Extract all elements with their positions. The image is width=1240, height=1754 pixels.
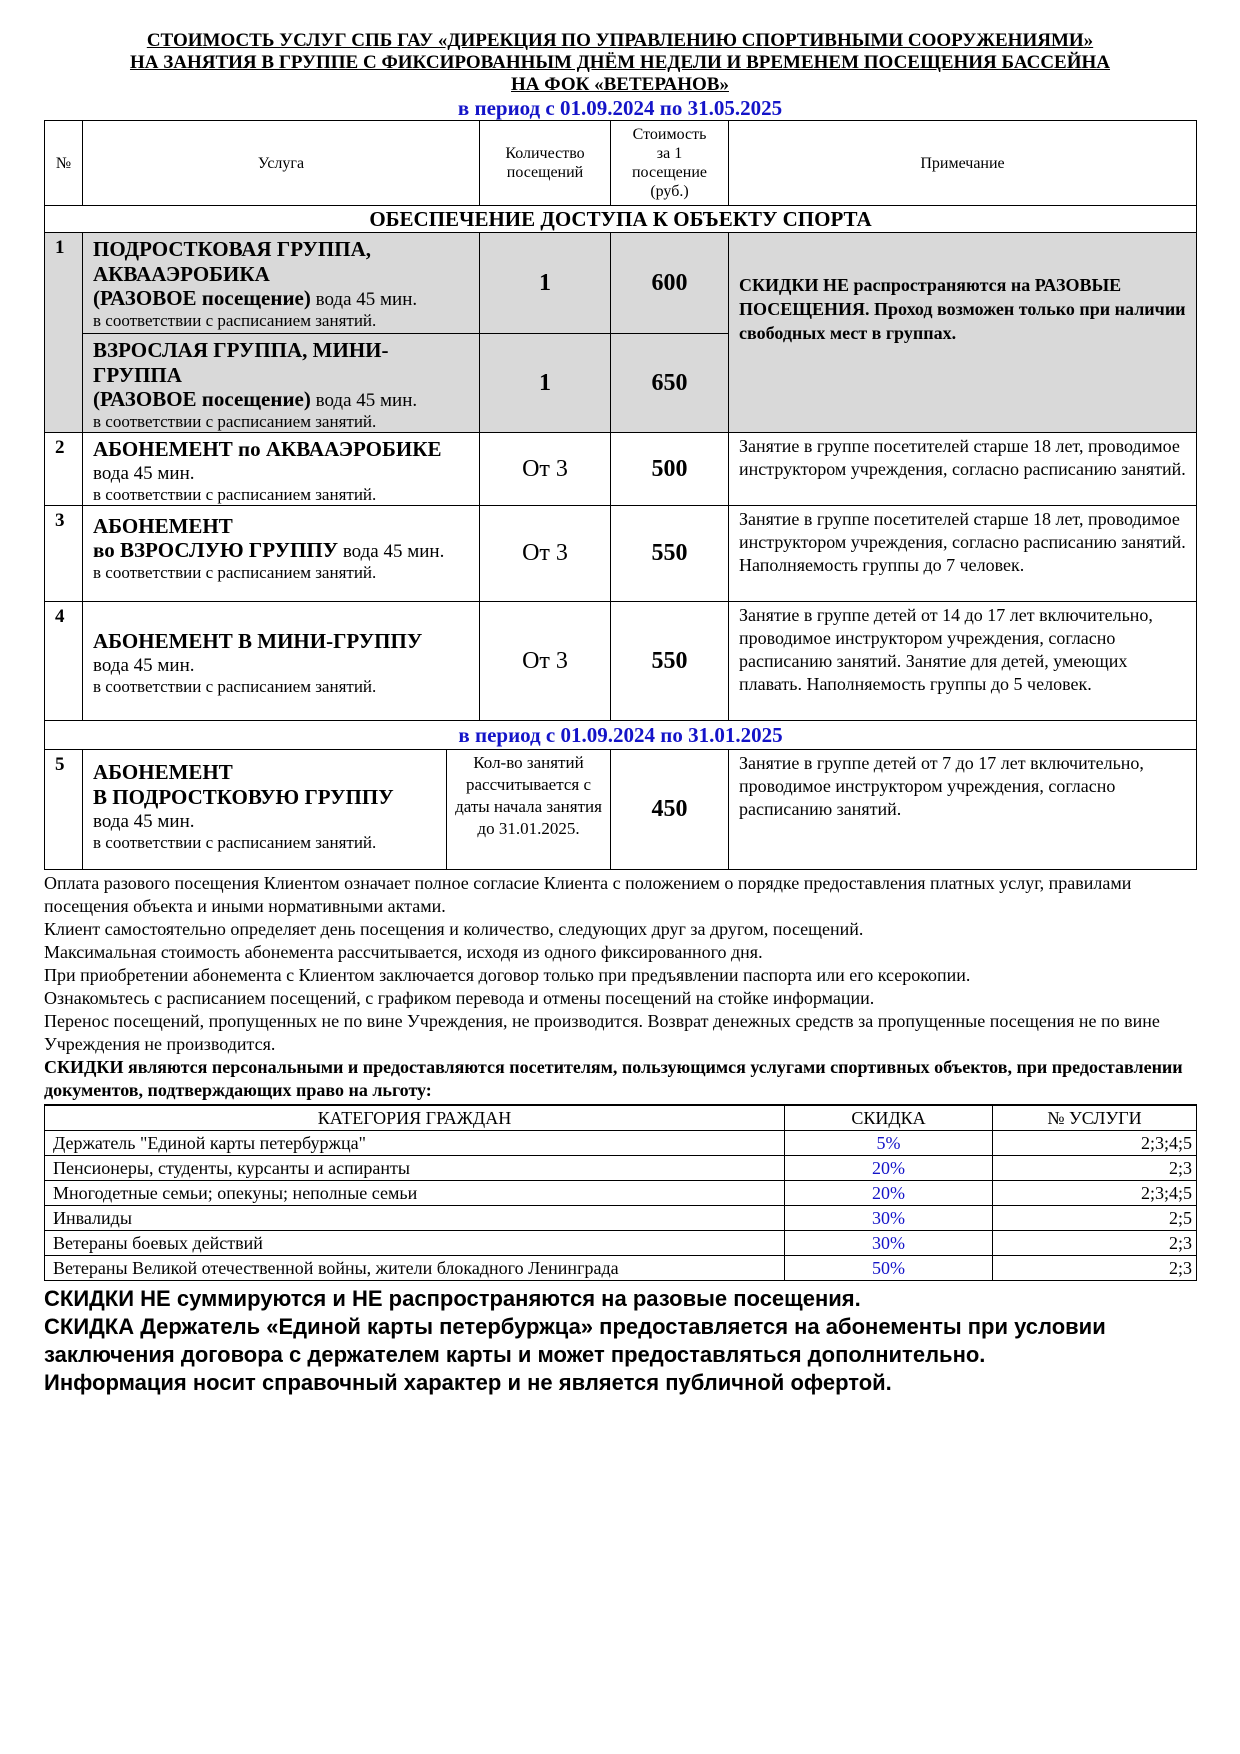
service-cell: АБОНЕМЕНТ по АКВААЭРОБИКЕ вода 45 мин. в соответствии с расписанием занятий.: [83, 433, 480, 506]
document-title-line1: СТОИМОСТЬ УСЛУГ СПБ ГАУ «ДИРЕКЦИЯ ПО УПРАВЛЕНИЮ СПОРТИВНЫМИ СООРУЖЕНИЯМИ»: [146, 30, 1094, 51]
discount-row: [45, 1231, 1197, 1256]
service-number-cell: 2;3: [993, 1256, 1197, 1281]
service-number-cell: 2;5: [993, 1206, 1197, 1231]
period-row: [45, 721, 1197, 750]
terms-paragraph: Ознакомьтесь с расписанием посещений, с графиком перевода и отмены посещений на стойке информации.: [44, 988, 875, 1008]
period-heading-2: в период с 01.09.2024 по 31.01.2025: [45, 721, 1197, 750]
col-header-num: №: [45, 121, 83, 206]
terms-paragraph: Перенос посещений, пропущенных не по вине Учреждения, не производится. Возврат денежных средств за пропущенные посещения не по вине Учреждения не производится.: [44, 1011, 1160, 1054]
qty-cell: 1: [480, 233, 611, 334]
row-number: 5: [45, 750, 83, 870]
service-number-cell: 2;3;4;5: [993, 1131, 1197, 1156]
document-title-line3: НА ФОК «ВЕТЕРАНОВ»: [511, 74, 729, 95]
price-cell: 650: [611, 334, 729, 433]
row-number: 2: [45, 433, 83, 506]
table-row: [45, 433, 1197, 506]
terms-paragraph: Максимальная стоимость абонемента рассчитывается, исходя из одного фиксированного дня.: [44, 942, 763, 962]
discount-cell: 20%: [785, 1181, 993, 1206]
discount-row: [45, 1181, 1197, 1206]
service-cell: ПОДРОСТКОВАЯ ГРУППА, АКВААЭРОБИКА (РАЗОВОЕ посещение) вода 45 мин. в соответствии с расписанием занятий.: [83, 233, 480, 334]
discount-cell: 20%: [785, 1156, 993, 1181]
table-row: [45, 602, 1197, 721]
service-cell: АБОНЕМЕНТ В ПОДРОСТКОВУЮ ГРУППУ вода 45 мин. в соответствии с расписанием занятий.: [83, 750, 447, 870]
footer-notes: [44, 1285, 1196, 1397]
category-cell: Инвалиды: [45, 1206, 785, 1231]
col-header-service: Услуга: [83, 121, 480, 206]
note-cell: Занятие в группе детей от 7 до 17 лет включительно, проводимое инструктором учреждения, согласно расписанию занятий.: [729, 750, 1197, 870]
terms-paragraph: При приобретении абонемента с Клиентом заключается договор только при предъявлении паспорта или его ксерокопии.: [44, 965, 971, 985]
price-cell: 450: [611, 750, 729, 870]
qty-cell: 1: [480, 334, 611, 433]
discount-header-row: [45, 1105, 1197, 1131]
section-title: ОБЕСПЕЧЕНИЕ ДОСТУПА К ОБЪЕКТУ СПОРТА: [45, 206, 1197, 233]
discount-row: [45, 1156, 1197, 1181]
note-cell: Занятие в группе детей от 14 до 17 лет включительно, проводимое инструктором учреждения, согласно расписанию занятий. Занятие для детей, умеющих плавать. Наполняемость группы до 5 человек.: [729, 602, 1197, 721]
category-cell: Ветераны Великой отечественной войны, жители блокадного Ленинграда: [45, 1256, 785, 1281]
footer-line: СКИДКИ НЕ суммируются и НЕ распространяются на разовые посещения.: [44, 1286, 861, 1311]
qty-cell: Кол-во занятий рассчитывается с даты начала занятия до 31.01.2025.: [447, 750, 611, 870]
qty-cell: От 3: [480, 433, 611, 506]
document-title-line2: НА ЗАНЯТИЯ В ГРУППЕ С ФИКСИРОВАННЫМ ДНЁМ НЕДЕЛИ И ВРЕМЕНЕМ ПОСЕЩЕНИЯ БАССЕЙНА: [129, 52, 1111, 73]
discount-cell: 5%: [785, 1131, 993, 1156]
col-header-discount: СКИДКА: [785, 1105, 993, 1131]
note-cell: Занятие в группе посетителей старше 18 лет, проводимое инструктором учреждения, согласно расписанию занятий.: [729, 433, 1197, 506]
service-number-cell: 2;3: [993, 1156, 1197, 1181]
note-cell: Занятие в группе посетителей старше 18 лет, проводимое инструктором учреждения, согласно расписанию занятий. Наполняемость группы до 7 человек.: [729, 506, 1197, 602]
row-number: 1: [45, 233, 83, 433]
discount-row: [45, 1131, 1197, 1156]
service-cell: ВЗРОСЛАЯ ГРУППА, МИНИ-ГРУППА (РАЗОВОЕ посещение) вода 45 мин. в соответствии с расписанием занятий.: [83, 334, 480, 433]
section-row: [45, 206, 1197, 233]
service-cell: АБОНЕМЕНТ В МИНИ-ГРУППУ вода 45 мин. в соответствии с расписанием занятий.: [83, 602, 480, 721]
table-row: [45, 506, 1197, 602]
category-cell: Ветераны боевых действий: [45, 1231, 785, 1256]
terms-block: [44, 872, 1196, 1102]
price-cell: 600: [611, 233, 729, 334]
col-header-note: Примечание: [729, 121, 1197, 206]
footer-line: Информация носит справочный характер и не является публичной офертой.: [44, 1370, 892, 1395]
discount-row: [45, 1256, 1197, 1281]
price-cell: 550: [611, 506, 729, 602]
col-header-qty: Количество посещений: [480, 121, 611, 206]
discount-cell: 50%: [785, 1256, 993, 1281]
service-number-cell: 2;3;4;5: [993, 1181, 1197, 1206]
price-cell: 500: [611, 433, 729, 506]
category-cell: Многодетные семьи; опекуны; неполные семьи: [45, 1181, 785, 1206]
col-header-category: КАТЕГОРИЯ ГРАЖДАН: [45, 1105, 785, 1131]
terms-paragraph: Клиент самостоятельно определяет день посещения и количество, следующих друг за другом, посещений.: [44, 919, 864, 939]
discount-row: [45, 1206, 1197, 1231]
price-table: [44, 120, 1197, 870]
price-cell: 550: [611, 602, 729, 721]
discount-cell: 30%: [785, 1206, 993, 1231]
category-cell: Пенсионеры, студенты, курсанты и аспиранты: [45, 1156, 785, 1181]
table-row: [45, 233, 1197, 334]
table-row: [45, 750, 1197, 870]
footer-line: СКИДКА Держатель «Единой карты петербуржца» предоставляется на абонементы при условии заключения договора с держателем карты и может предоставляться дополнительно.: [44, 1314, 1106, 1367]
row-number: 3: [45, 506, 83, 602]
service-number-cell: 2;3: [993, 1231, 1197, 1256]
table-header-row: [45, 121, 1197, 206]
service-cell: АБОНЕМЕНТ во ВЗРОСЛУЮ ГРУППУ вода 45 мин. в соответствии с расписанием занятий.: [83, 506, 480, 602]
discount-table: [44, 1104, 1197, 1281]
category-cell: Держатель "Единой карты петербуржца": [45, 1131, 785, 1156]
terms-paragraph: Оплата разового посещения Клиентом означает полное согласие Клиента с положением о порядке предоставления платных услуг, правилами посещения объекта и иными нормативными актами.: [44, 873, 1132, 916]
discount-cell: 30%: [785, 1231, 993, 1256]
col-header-price: Стоимость за 1 посещение (руб.): [611, 121, 729, 206]
col-header-service-number: № УСЛУГИ: [993, 1105, 1197, 1131]
document-page: [44, 30, 1196, 1397]
qty-cell: От 3: [480, 506, 611, 602]
row-number: 4: [45, 602, 83, 721]
note-cell: СКИДКИ НЕ распространяются на РАЗОВЫЕ ПОСЕЩЕНИЯ. Проход возможен только при наличии свободных мест в группах.: [729, 233, 1197, 433]
qty-cell: От 3: [480, 602, 611, 721]
discount-intro: СКИДКИ являются персональными и предоставляются посетителям, пользующимся услугами спортивных объектов, при предоставлении документов, подтверждающих право на льготу:: [44, 1057, 1183, 1100]
period-heading: в период с 01.09.2024 по 31.05.2025: [457, 96, 783, 120]
